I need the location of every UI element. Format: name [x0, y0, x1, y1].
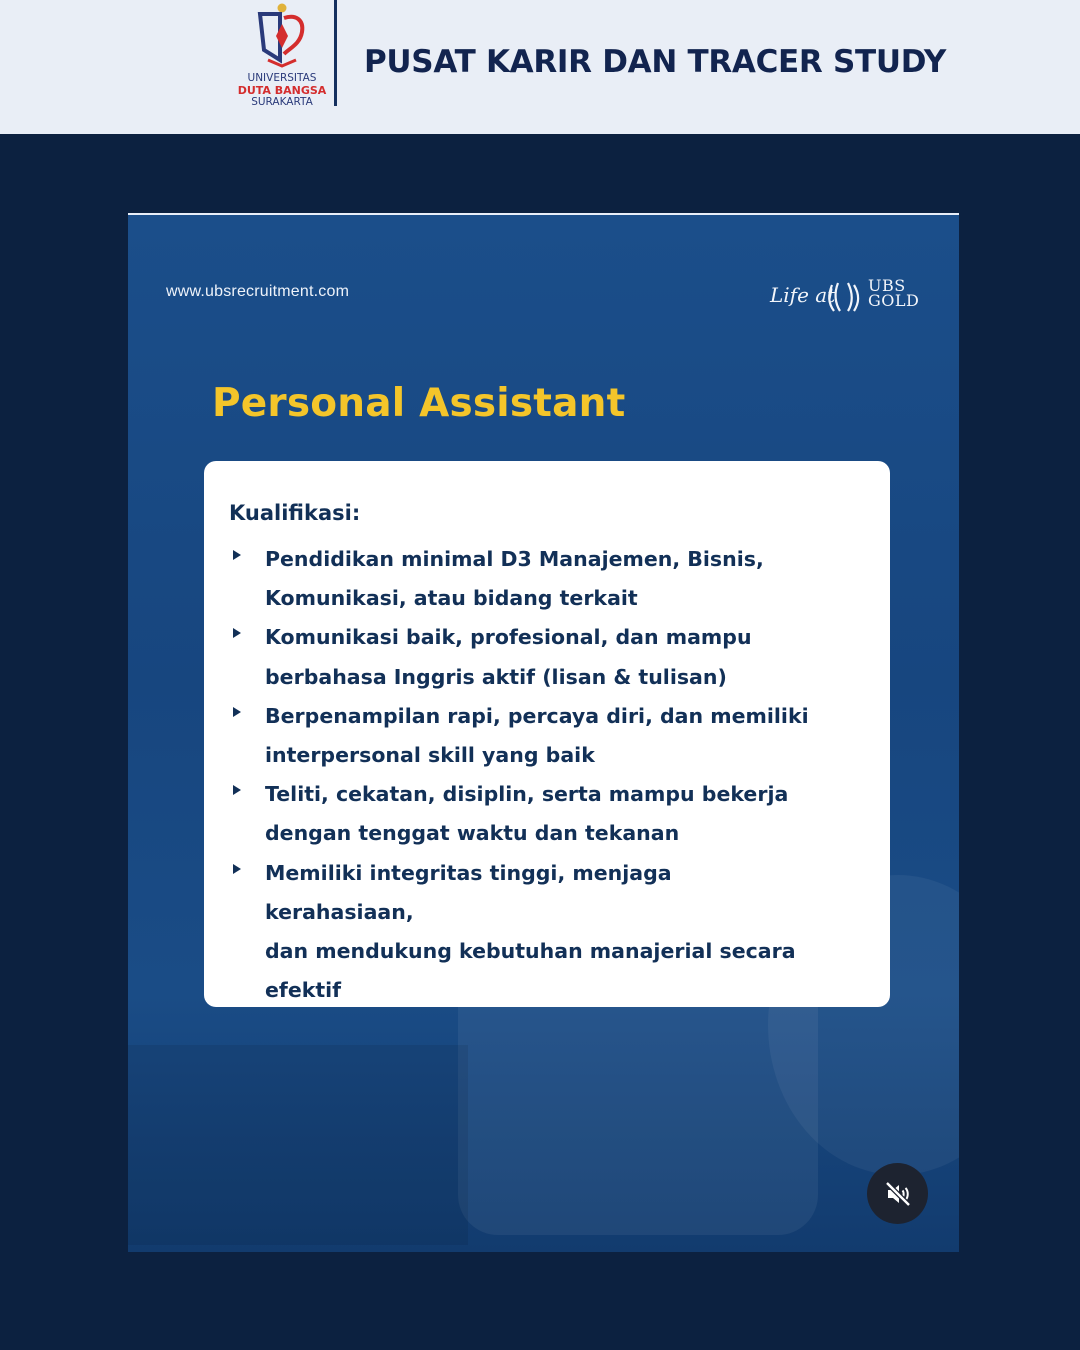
qualification-card	[204, 461, 890, 1007]
qualification-text: Teliti, cekatan, disiplin, serta mampu bekerja dengan tenggat waktu dan tekanan	[265, 782, 789, 846]
ubs-gold-mark-icon	[826, 281, 862, 315]
recruitment-url: www.ubsrecruitment.com	[166, 283, 350, 300]
qualification-text: Berpenampilan rapi, percaya diri, dan memiliki interpersonal skill yang baik	[265, 703, 809, 768]
header-title: PUSAT KARIR DAN TRACER STUDY	[364, 44, 947, 80]
list-item	[229, 540, 825, 618]
header-divider	[334, 0, 337, 106]
triangle-bullet-icon	[233, 864, 241, 874]
header-bar	[0, 0, 1080, 134]
qualification-text: Memiliki integritas tinggi, menjaga kerahasiaan, dan mendukung kebutuhan manajerial secara efektif	[265, 860, 796, 1003]
qualification-heading: Kualifikasi:	[229, 501, 361, 525]
triangle-bullet-icon	[233, 550, 241, 560]
qualification-list	[229, 540, 825, 1010]
triangle-bullet-icon	[233, 628, 241, 638]
list-item	[229, 697, 825, 775]
brand-logo	[768, 277, 928, 317]
qualification-text: Komunikasi baik, profesional, dan mampu berbahasa Inggris aktif (lisan & tulisan)	[265, 625, 752, 689]
brand-gold: GOLD	[868, 291, 920, 310]
triangle-bullet-icon	[233, 785, 241, 795]
brand-ubs: UBS	[868, 276, 906, 295]
background-photo-desk	[128, 1045, 468, 1245]
triangle-bullet-icon	[233, 707, 241, 717]
list-item	[229, 854, 825, 1011]
brand-life-at: Life at	[770, 283, 836, 307]
job-post-media[interactable]	[128, 213, 959, 1252]
list-item	[229, 775, 825, 853]
mute-button[interactable]	[867, 1163, 928, 1224]
list-item	[229, 618, 825, 696]
logo-line-duta-bangsa: DUTA BANGSA	[237, 84, 327, 97]
job-title: Personal Assistant	[212, 381, 626, 426]
qualification-text: Pendidikan minimal D3 Manajemen, Bisnis, Komunikasi, atau bidang terkait	[265, 547, 764, 611]
university-book-pen-emblem-icon	[256, 2, 308, 70]
university-logo	[234, 0, 330, 112]
brand-ubs-gold-text	[868, 278, 919, 308]
logo-line-surakarta: SURAKARTA	[251, 96, 313, 108]
logo-line-universitas: UNIVERSITAS	[247, 72, 317, 84]
speaker-muted-icon	[883, 1179, 913, 1209]
